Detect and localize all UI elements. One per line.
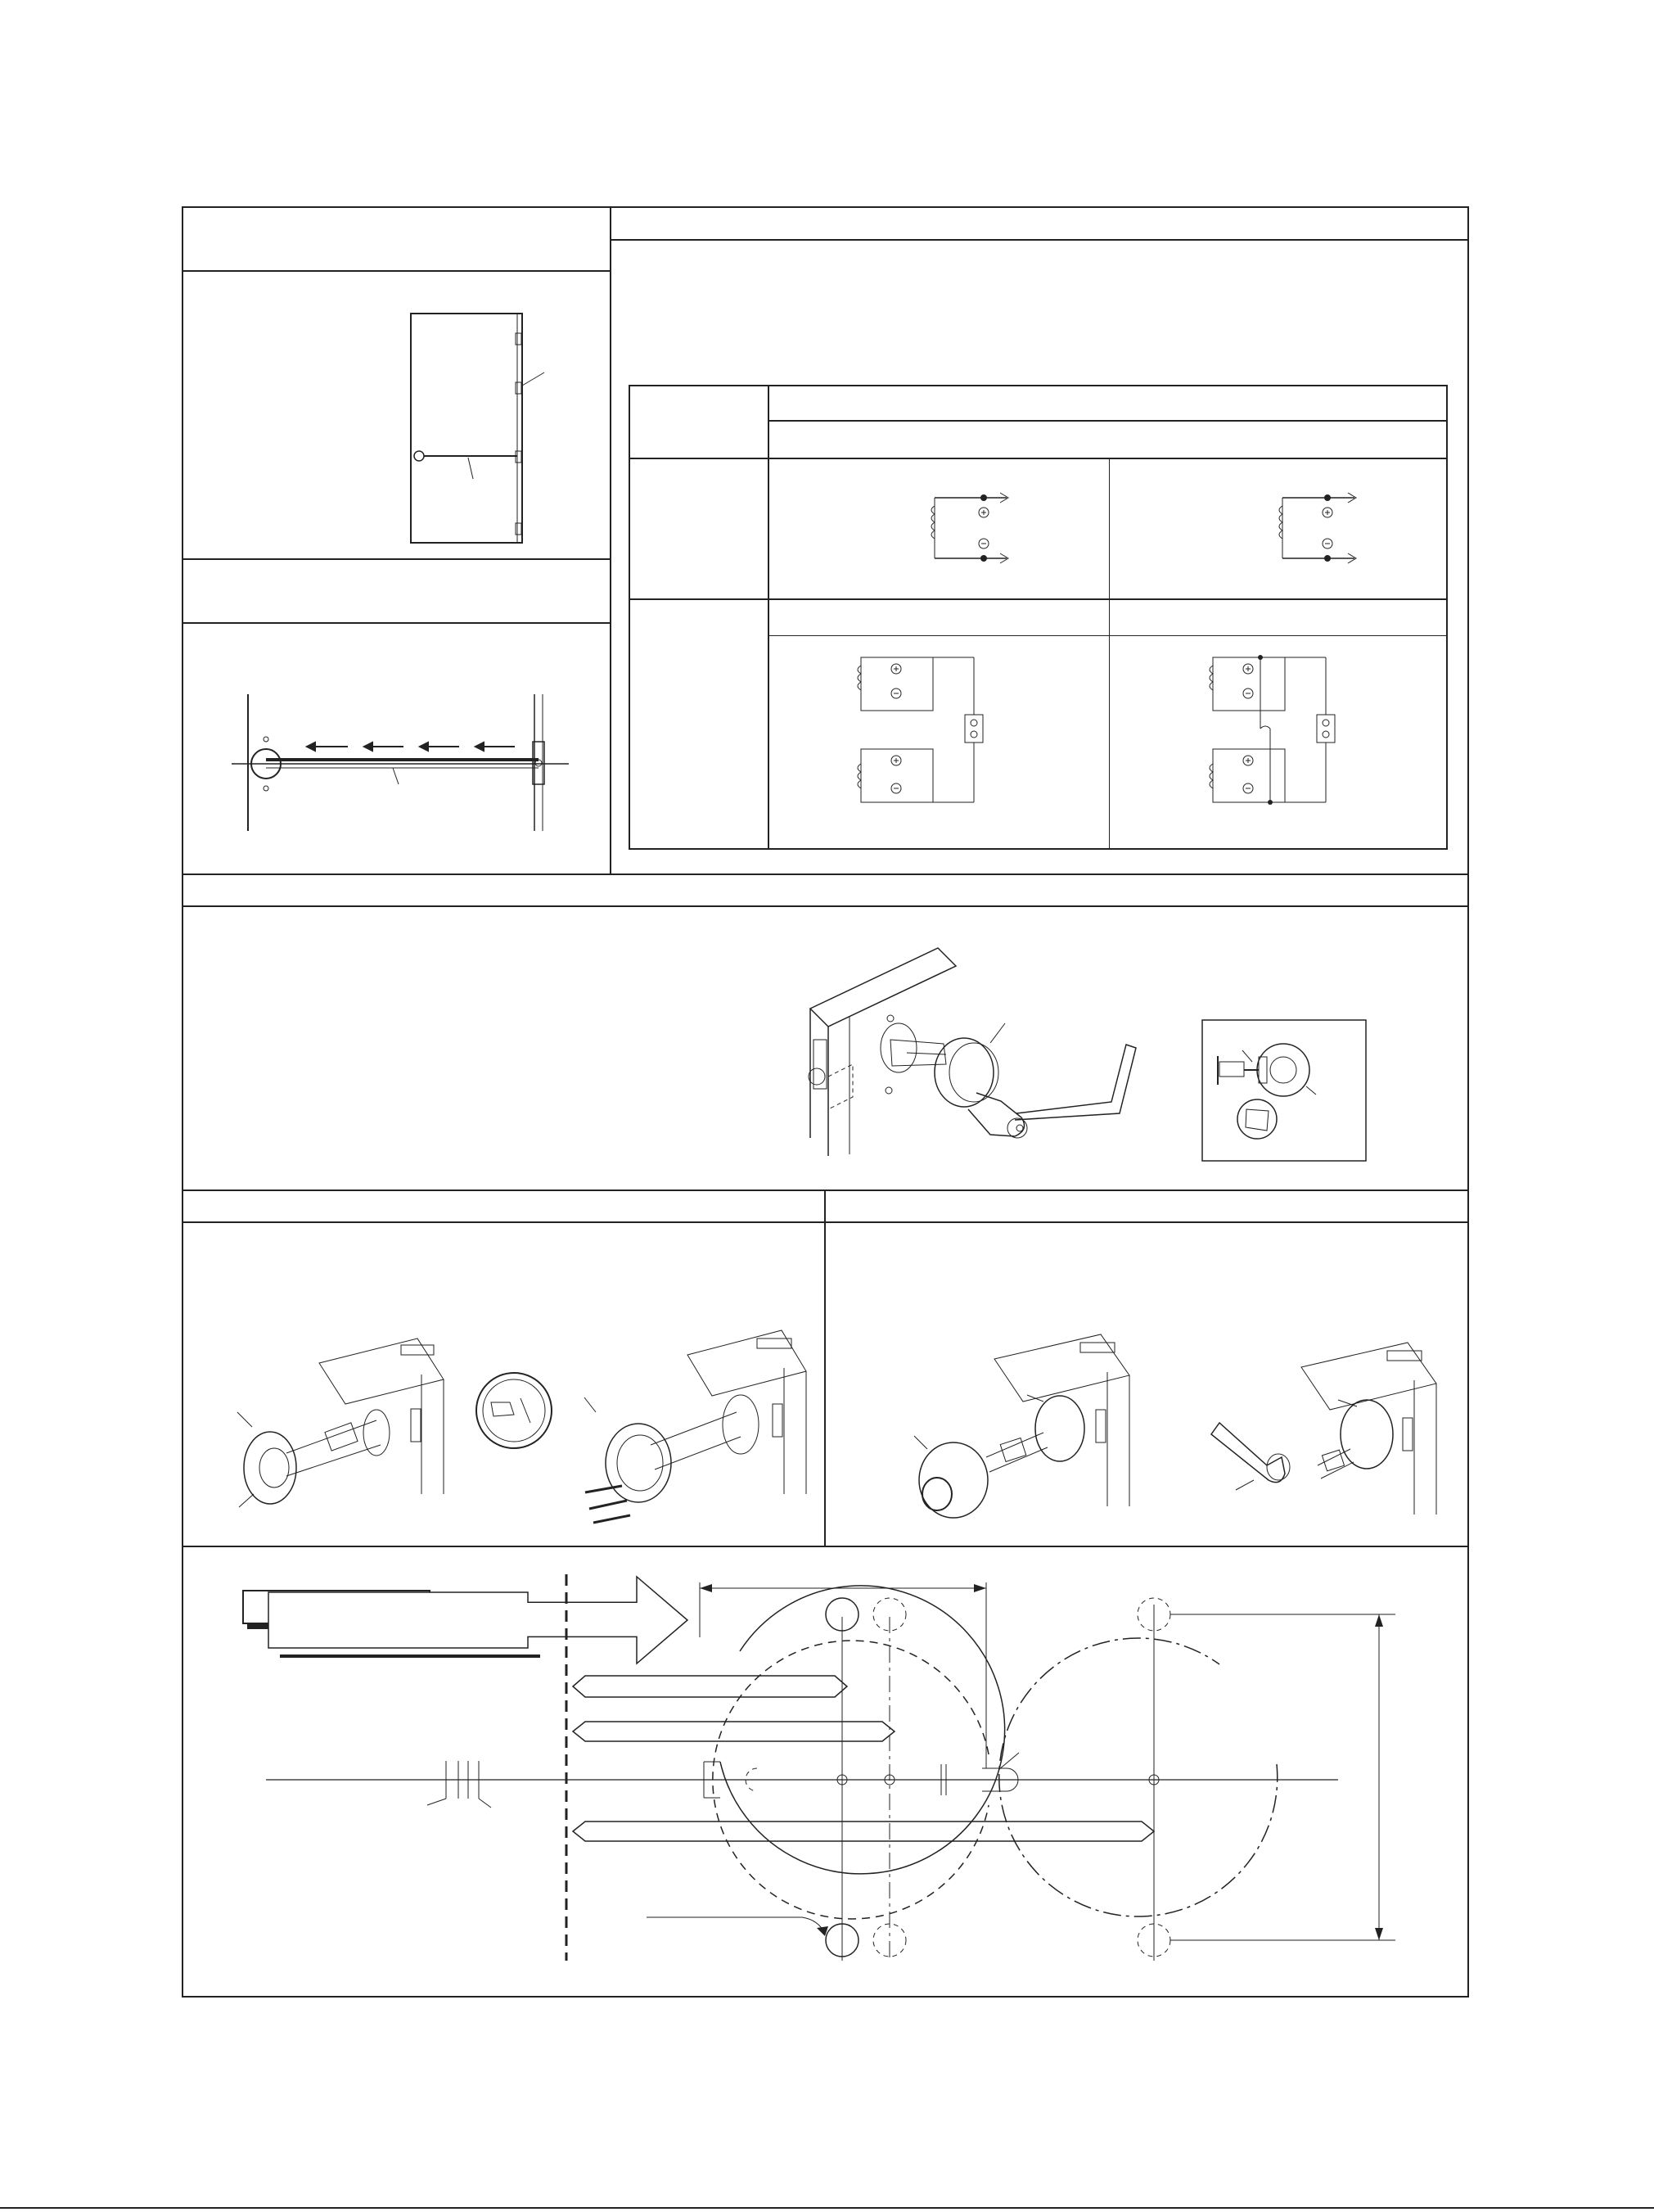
remove-trim-figure-lever-assembly: [573, 1322, 810, 1527]
install-trim-figure-knob: [904, 1334, 1150, 1523]
door-panel-header-rule: [182, 270, 610, 272]
install-trim-figure-lever: [1203, 1343, 1449, 1531]
double-lock-wiring-diagram-parallel: [1203, 651, 1350, 815]
wire-run-top-rule: [182, 558, 610, 560]
trim-band-split: [824, 1190, 826, 1546]
page-footer-rule: [0, 2207, 1654, 2209]
wire-run-figure: [225, 688, 585, 835]
door-template-drawing: [246, 1568, 1424, 1977]
wire-run-header-rule: [182, 622, 610, 624]
wiring-table-header-line-1: [768, 420, 1448, 422]
wiring-table-rowheader-divider: [768, 385, 769, 850]
template-top-rule: [182, 1546, 1469, 1547]
wiring-table-column-divider: [1109, 459, 1110, 850]
installation-top-rule: [182, 874, 1469, 875]
door-elevation-figure: [393, 307, 573, 553]
lockset-installation-figure: [800, 941, 1161, 1187]
wiring-table-row-divider: [629, 598, 1448, 600]
single-lock-wiring-diagram-b: [1273, 483, 1395, 573]
remove-trim-figure-detail-circle: [473, 1366, 555, 1456]
double-lock-wiring-diagram-series: [851, 651, 998, 815]
latch-inset-figure: [1201, 1019, 1367, 1162]
wiring-table-header-line-2: [629, 458, 1448, 459]
top-split-vertical: [610, 206, 611, 875]
installation-header-rule: [182, 905, 1469, 907]
wiring-header-rule: [610, 239, 1469, 241]
single-lock-wiring-diagram-a: [925, 483, 1048, 573]
wiring-table-subheader-line: [768, 635, 1448, 636]
remove-trim-figure-rose: [229, 1330, 450, 1527]
